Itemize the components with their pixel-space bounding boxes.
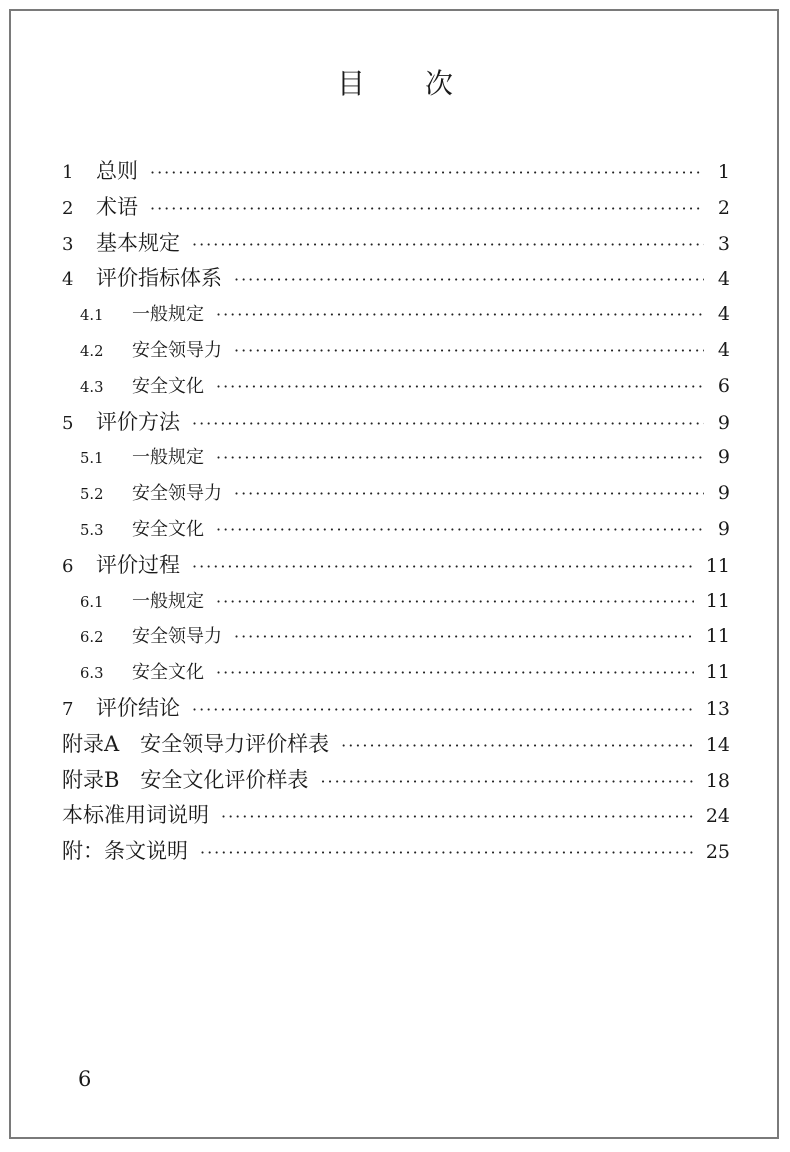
toc-entry-number: 6 [62,555,74,577]
toc-entry-label: 附录A 安全领导力评价样表 [62,731,330,756]
toc-entry[interactable] [62,834,730,870]
dot-leader [200,835,694,871]
dot-leader [320,764,693,800]
toc-entry[interactable] [62,763,730,799]
toc-entry-page: 2 [717,196,730,219]
toc-entry-page: 4 [717,338,730,361]
toc-entry[interactable] [62,691,730,727]
dot-leader [192,406,704,442]
dot-leader [216,512,704,548]
toc-entry-label: 附：条文说明 [62,839,188,864]
toc-entry-number: 5.2 [80,486,104,504]
toc-entry-label: 评价指标体系 [96,266,222,291]
dot-leader [192,692,694,728]
toc-entry[interactable] [62,154,730,190]
toc-subentry[interactable] [62,619,730,655]
toc-entry[interactable] [62,261,730,297]
toc-entry-page: 11 [705,625,730,648]
toc-entry-page: 14 [705,733,730,756]
toc-entry-number: 1 [62,162,74,183]
toc-subentry[interactable] [62,333,730,369]
dot-leader [234,333,704,369]
toc-entry-page: 9 [717,446,730,469]
table-of-contents [62,154,730,870]
toc-entry-page: 18 [705,769,730,792]
dot-leader [216,440,704,476]
toc-entry-page: 9 [717,482,730,505]
toc-entry-label: 安全文化 [132,662,204,684]
toc-entry-label: 评价过程 [96,552,180,577]
toc-title: 目次 [336,67,513,100]
toc-entry-page: 25 [705,841,730,864]
toc-entry-page: 1 [717,161,730,183]
toc-entry-number: 4 [62,269,74,291]
dot-leader [216,655,694,691]
toc-entry[interactable] [62,190,730,226]
toc-subentry[interactable] [62,584,730,620]
toc-entry[interactable] [62,727,730,763]
dot-leader [234,262,704,298]
toc-entry-number: 4.1 [80,307,104,325]
toc-entry-label: 一般规定 [132,590,204,612]
toc-entry-number: 6.1 [80,593,104,611]
toc-entry-number: 5.3 [80,521,104,539]
toc-entry[interactable] [62,798,730,834]
toc-subentry[interactable] [62,297,730,333]
toc-entry-page: 11 [705,589,730,612]
page-number: 6 [78,1067,92,1091]
dot-leader [216,584,694,620]
toc-subentry[interactable] [62,655,730,691]
toc-entry-label: 安全领导力 [132,339,222,361]
toc-entry-number: 3 [62,233,74,255]
toc-entry-page: 9 [717,411,730,434]
toc-entry-label: 一般规定 [132,304,204,326]
toc-entry-label: 安全领导力 [132,483,222,505]
toc-entry-number: 5.1 [80,450,104,468]
dot-leader [216,297,704,333]
toc-entry-label: 安全领导力 [132,626,222,648]
toc-entry-page: 4 [717,303,730,326]
toc-entry-page: 4 [717,268,730,291]
toc-entry-number: 6.3 [80,665,104,683]
toc-entry[interactable] [62,226,730,262]
dot-leader [192,227,704,263]
dot-leader [221,799,694,835]
toc-entry-page: 13 [705,697,730,720]
toc-entry-label: 术语 [96,194,138,219]
toc-subentry[interactable] [62,440,730,476]
toc-entry-label: 基本规定 [96,230,180,255]
toc-subentry[interactable] [62,476,730,512]
dot-leader [234,476,704,512]
toc-entry-page: 9 [717,517,730,540]
dot-leader [150,155,704,191]
toc-entry[interactable] [62,405,730,441]
toc-entry-page: 24 [705,805,730,828]
toc-entry-label: 一般规定 [132,447,204,469]
toc-entry-label: 安全文化 [132,518,204,540]
dot-leader [150,191,704,227]
toc-entry-page: 3 [717,232,730,255]
toc-entry-page: 6 [717,374,730,397]
dot-leader [192,549,694,585]
toc-entry-label: 评价结论 [96,695,180,720]
toc-entry-label: 附录B 安全文化评价样表 [62,767,309,792]
toc-entry-number: 7 [62,698,74,720]
toc-entry-page: 11 [705,554,730,577]
toc-entry-label: 评价方法 [96,409,180,434]
toc-entry-label: 本标准用词说明 [62,803,209,828]
toc-entry[interactable] [62,548,730,584]
toc-entry-number: 5 [62,412,74,434]
toc-entry-label: 安全文化 [132,375,204,397]
toc-subentry[interactable] [62,369,730,405]
dot-leader [216,369,704,405]
toc-entry-number: 2 [62,197,74,219]
toc-entry-number: 6.2 [80,629,104,647]
dot-leader [341,728,694,764]
toc-entry-label: 总则 [96,159,138,183]
toc-entry-number: 4.2 [80,342,104,360]
toc-entry-page: 11 [705,661,730,684]
toc-subentry[interactable] [62,512,730,548]
toc-entry-number: 4.3 [80,378,104,396]
dot-leader [234,619,694,655]
